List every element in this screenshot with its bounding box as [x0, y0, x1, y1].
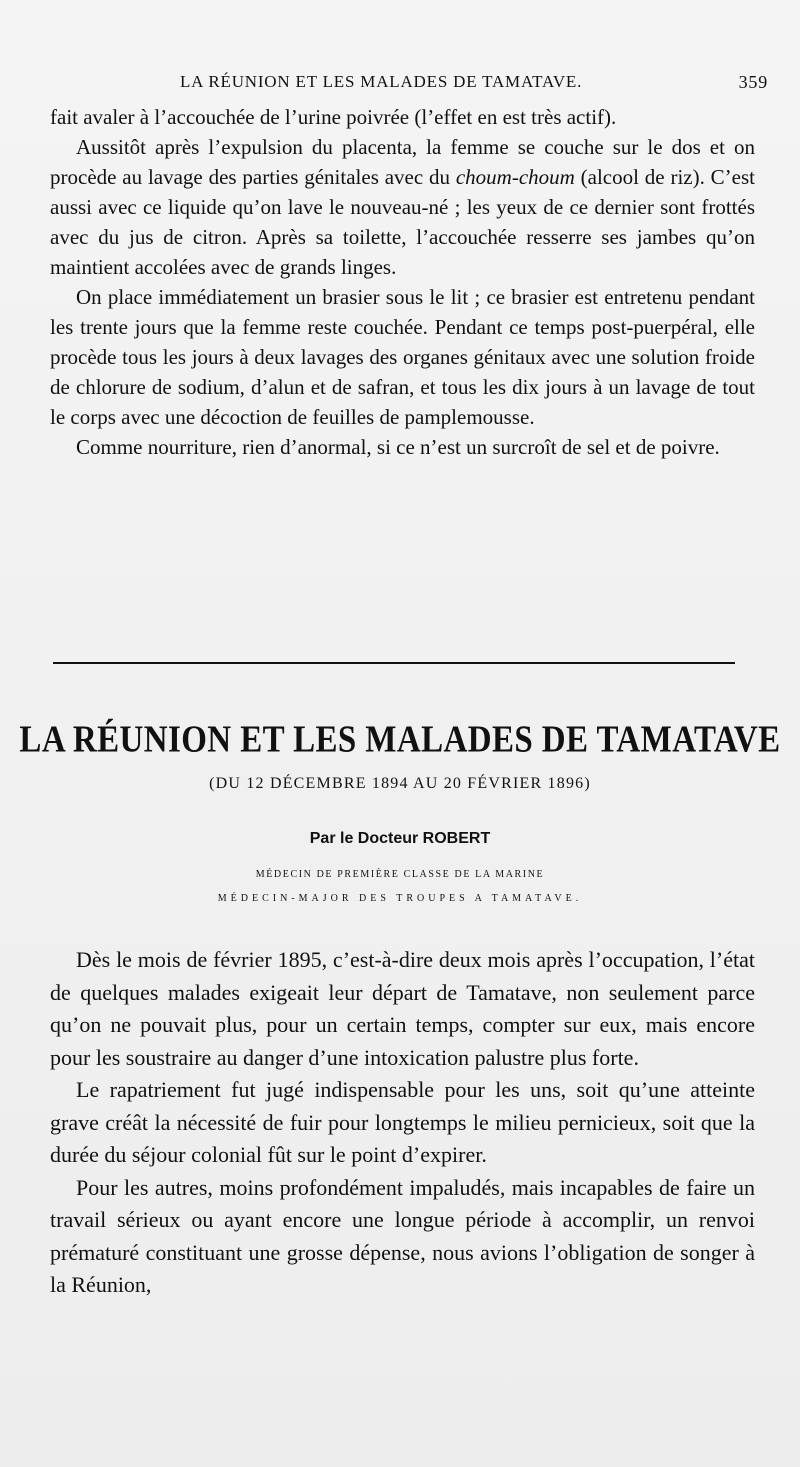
paragraph: On place immédiatement un brasier sous le lit ; ce brasier est entretenu pendant les trente jours que la femme reste couchée. Pendant ce temps post-puerpéral, elle procède tous les jours à deux lavages des organes génitaux avec une solution froide de chlorure de sodium, d’alun et de safran, et tous les dix jours à un lavage de tout le corps avec une décoction de feuilles de pamplemousse. [50, 285, 755, 429]
previous-article-text [50, 102, 755, 462]
running-head-title: LA RÉUNION ET LES MALADES DE TAMATAVE. [180, 72, 583, 91]
paragraph [50, 132, 755, 282]
text-run: (alcool de riz). C’est aussi avec ce liquide qu’on lave le nouveau-né ; les yeux de ce dernier sont frottés avec du jus de citron. Après sa toilette, l’accouchée resserre ses jambes qu’on maintient accolées avec de grands linges. [50, 165, 755, 279]
author-role-line-2: MÉDECIN-MAJOR DES TROUPES A TAMATAVE. [217, 893, 583, 904]
paragraph: Comme nourriture, rien d’anormal, si ce n’est un surcroît de sel et de poivre. [76, 435, 720, 459]
article-author: Par le Docteur ROBERT [309, 830, 491, 847]
text-run: Aussitôt après l’expulsion du placenta, la femme se couche sur le dos et on procède au lavage des parties génitales avec du [50, 135, 755, 189]
paragraph: Pour les autres, moins profondément impaludés, mais incapables de faire un travail sérieux ou ayant encore une longue période à accomplir, un renvoi prématuré constituant une grosse dépense, nous avions l’obligation de songer à la Réunion, [50, 1174, 755, 1297]
paragraph: Dès le mois de février 1895, c’est-à-dire deux mois après l’occupation, l’état de quelques malades exigeait leur départ de Tamatave, non seulement parce qu’on ne pouvait plus, pour un certain temps, compter sur eux, mais encore pour les soustraire au danger d’une intoxication palustre plus forte. [50, 947, 755, 1070]
article-title: LA RÉUNION ET LES MALADES DE TAMATAVE [19, 719, 781, 761]
running-head [50, 72, 768, 96]
article-dates: (DU 12 DÉCEMBRE 1894 AU 20 FÉVRIER 1896) [209, 775, 591, 792]
section-divider [53, 662, 735, 664]
paragraph: Le rapatriement fut jugé indispensable pour les uns, soit qu’une atteinte grave créât la nécessité de fuir pour longtemps le milieu pernicieux, soit que la durée du séjour colonial fût sur le point d’expirer. [50, 1077, 755, 1167]
author-role-line-1: MÉDECIN DE PREMIÈRE CLASSE DE LA MARINE [255, 869, 545, 880]
page-number: 359 [738, 72, 768, 92]
italic-term: choum-choum [455, 165, 575, 189]
article-body [50, 944, 755, 1302]
paragraph: fait avaler à l’accouchée de l’urine poivrée (l’effet en est très actif). [50, 105, 617, 129]
